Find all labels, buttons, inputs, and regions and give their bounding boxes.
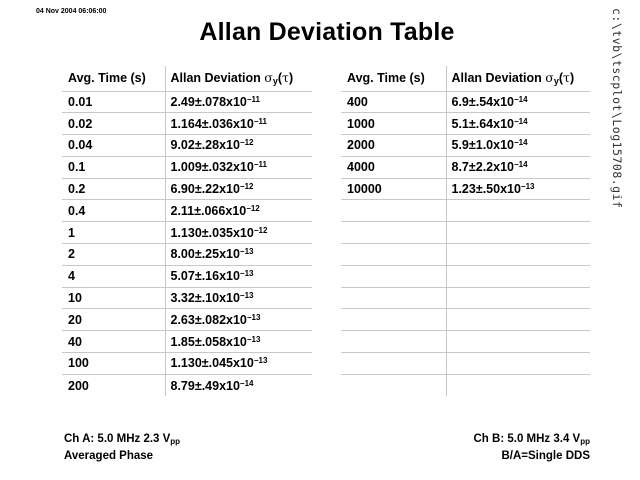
table-row	[62, 156, 312, 178]
table-row	[62, 200, 312, 222]
paren-close: )	[288, 71, 294, 86]
allan-deviation-cell	[446, 331, 590, 353]
avg-time-cell	[341, 287, 446, 309]
deviation-mantissa: 1.130±.045x10	[170, 356, 254, 371]
allan-deviation-cell	[165, 331, 312, 353]
deviation-exponent: −13	[239, 247, 254, 257]
avg-time-cell: 100	[62, 353, 165, 375]
table-header-row	[62, 66, 312, 91]
avg-time-cell: 4000	[341, 156, 446, 178]
allan-deviation-cell	[446, 222, 590, 244]
table-row	[62, 265, 312, 287]
allan-deviation-cell	[446, 113, 590, 135]
table-row	[341, 244, 590, 266]
table-row	[341, 222, 590, 244]
allan-deviation-cell	[165, 113, 312, 135]
allan-deviation-cell	[446, 135, 590, 157]
table-row	[62, 91, 312, 113]
header-prefix: Allan Deviation	[451, 71, 546, 86]
allan-deviation-cell	[165, 374, 312, 396]
table-header-row	[341, 66, 590, 91]
deviation-exponent: −14	[513, 116, 528, 126]
avg-time-cell: 10000	[341, 178, 446, 200]
allan-deviation-cell	[446, 244, 590, 266]
channel-a-mode: Averaged Phase	[64, 450, 154, 462]
allan-deviation-cell	[165, 200, 312, 222]
allan-deviation-cell	[446, 374, 590, 396]
avg-time-cell: 1	[62, 222, 165, 244]
allan-table-right	[341, 66, 590, 396]
table-row	[62, 113, 312, 135]
deviation-mantissa: 3.32±.10x10	[170, 291, 240, 306]
allan-deviation-cell	[165, 178, 312, 200]
avg-time-cell	[341, 331, 446, 353]
table-row	[62, 309, 312, 331]
header-allan-deviation	[446, 66, 590, 91]
header-avg-time: Avg. Time (s)	[341, 66, 446, 91]
table-row	[341, 113, 590, 135]
table-row	[62, 135, 312, 157]
table-row	[62, 244, 312, 266]
table-row	[341, 200, 590, 222]
avg-time-cell: 0.2	[62, 178, 165, 200]
avg-time-cell: 0.01	[62, 91, 165, 113]
table-row	[341, 156, 590, 178]
avg-time-cell	[341, 265, 446, 287]
avg-time-cell	[341, 374, 446, 396]
avg-time-cell: 200	[62, 374, 165, 396]
deviation-mantissa: 1.130±.035x10	[170, 225, 254, 240]
avg-time-cell: 0.1	[62, 156, 165, 178]
header-avg-time: Avg. Time (s)	[62, 66, 165, 91]
header-allan-deviation	[165, 66, 312, 91]
allan-deviation-cell	[165, 287, 312, 309]
deviation-mantissa: 8.00±.25x10	[170, 247, 240, 262]
table-row	[341, 178, 590, 200]
avg-time-cell: 20	[62, 309, 165, 331]
deviation-exponent: −13	[253, 356, 268, 366]
avg-time-cell	[341, 309, 446, 331]
deviation-exponent: −14	[513, 138, 528, 148]
deviation-mantissa: 2.49±.078x10	[170, 94, 247, 109]
header-prefix: Allan Deviation	[170, 71, 265, 86]
channel-b-mode: B/A=Single DDS	[501, 450, 590, 462]
deviation-exponent: −13	[246, 334, 261, 344]
deviation-mantissa: 5.07±.16x10	[170, 269, 240, 284]
deviation-exponent: −12	[239, 138, 254, 148]
allan-deviation-cell	[165, 222, 312, 244]
avg-time-cell	[341, 200, 446, 222]
deviation-exponent: −12	[246, 203, 260, 213]
table-row	[62, 178, 312, 200]
allan-deviation-cell	[446, 156, 590, 178]
table-row	[341, 331, 590, 353]
deviation-exponent: −14	[239, 378, 254, 388]
sigma-subscript: y	[272, 76, 278, 87]
table-row	[341, 265, 590, 287]
paren-open: (	[277, 71, 283, 86]
timestamp: 04 Nov 2004 06:06:00	[36, 8, 107, 15]
table-row	[341, 353, 590, 375]
allan-deviation-cell	[446, 353, 590, 375]
avg-time-cell: 400	[341, 91, 446, 113]
deviation-exponent: −14	[513, 160, 528, 170]
deviation-mantissa: 2.11±.066x10	[170, 203, 247, 218]
allan-deviation-cell	[446, 265, 590, 287]
table-row	[62, 287, 312, 309]
deviation-exponent: −13	[246, 312, 261, 322]
allan-table-left	[62, 66, 312, 396]
channel-a-settings: Ch A: 5.0 MHz 2.3 $V_{pp}$	[64, 433, 181, 446]
allan-deviation-cell	[446, 309, 590, 331]
table-row	[341, 309, 590, 331]
deviation-mantissa: 1.23±.50x10	[451, 182, 521, 197]
file-path-label: c:\tvb\tscplot\Log15708.gif	[610, 8, 624, 209]
avg-time-cell	[341, 222, 446, 244]
table-row	[341, 374, 590, 396]
deviation-exponent: −13	[239, 291, 254, 301]
allan-deviation-cell	[165, 265, 312, 287]
channel-b-info	[474, 432, 591, 463]
allan-deviation-cell	[446, 287, 590, 309]
table-row	[341, 135, 590, 157]
allan-deviation-cell	[446, 178, 590, 200]
sigma-symbol: σ	[545, 70, 554, 86]
avg-time-cell: 1000	[341, 113, 446, 135]
deviation-exponent: −14	[513, 94, 528, 104]
allan-deviation-cell	[165, 135, 312, 157]
avg-time-cell	[341, 244, 446, 266]
channel-a-info	[64, 432, 180, 463]
page-title: Allan Deviation Table	[199, 18, 455, 46]
table-row	[62, 353, 312, 375]
table-row	[62, 331, 312, 353]
deviation-mantissa: 1.164±.036x10	[170, 116, 254, 131]
table-row	[62, 374, 312, 396]
deviation-mantissa: 1.85±.058x10	[170, 334, 247, 349]
channel-b-settings: Ch B: 5.0 MHz 3.4 $V_{pp}$	[473, 433, 590, 446]
allan-deviation-cell	[165, 156, 312, 178]
table-row	[341, 91, 590, 113]
deviation-mantissa: 8.79±.49x10	[170, 378, 240, 393]
deviation-mantissa: 6.90±.22x10	[170, 182, 240, 197]
deviation-mantissa: 5.1±.64x10	[451, 116, 514, 131]
avg-time-cell: 2000	[341, 135, 446, 157]
deviation-exponent: −11	[246, 94, 261, 104]
table-row	[341, 287, 590, 309]
deviation-exponent: −11	[253, 116, 267, 126]
deviation-mantissa: 2.63±.082x10	[170, 312, 247, 327]
avg-time-cell: 0.02	[62, 113, 165, 135]
avg-time-cell: 10	[62, 287, 165, 309]
avg-time-cell: 4	[62, 265, 165, 287]
allan-deviation-cell	[165, 244, 312, 266]
deviation-exponent: −13	[520, 182, 535, 192]
allan-deviation-cell	[165, 353, 312, 375]
allan-deviation-cell	[165, 309, 312, 331]
deviation-mantissa: 8.7±2.2x10	[451, 160, 514, 175]
avg-time-cell: 0.4	[62, 200, 165, 222]
deviation-exponent: −12	[253, 225, 268, 235]
paren-open: (	[558, 71, 564, 86]
table-row	[62, 222, 312, 244]
deviation-mantissa: 9.02±.28x10	[170, 138, 240, 153]
avg-time-cell	[341, 353, 446, 375]
avg-time-cell: 0.04	[62, 135, 165, 157]
paren-close: )	[569, 71, 575, 86]
deviation-exponent: −12	[239, 182, 254, 192]
avg-time-cell: 40	[62, 331, 165, 353]
deviation-mantissa: 5.9±1.0x10	[451, 138, 514, 153]
avg-time-cell: 2	[62, 244, 165, 266]
deviation-exponent: −13	[239, 269, 254, 279]
deviation-exponent: −11	[253, 160, 267, 170]
deviation-mantissa: 1.009±.032x10	[170, 160, 254, 175]
allan-deviation-cell	[446, 91, 590, 113]
allan-deviation-cell	[165, 91, 312, 113]
tau-symbol: τ	[563, 70, 570, 86]
allan-deviation-cell	[446, 200, 590, 222]
tau-symbol: τ	[282, 70, 289, 86]
sigma-symbol: σ	[264, 70, 273, 86]
deviation-mantissa: 6.9±.54x10	[451, 94, 514, 109]
sigma-subscript: y	[553, 76, 559, 87]
